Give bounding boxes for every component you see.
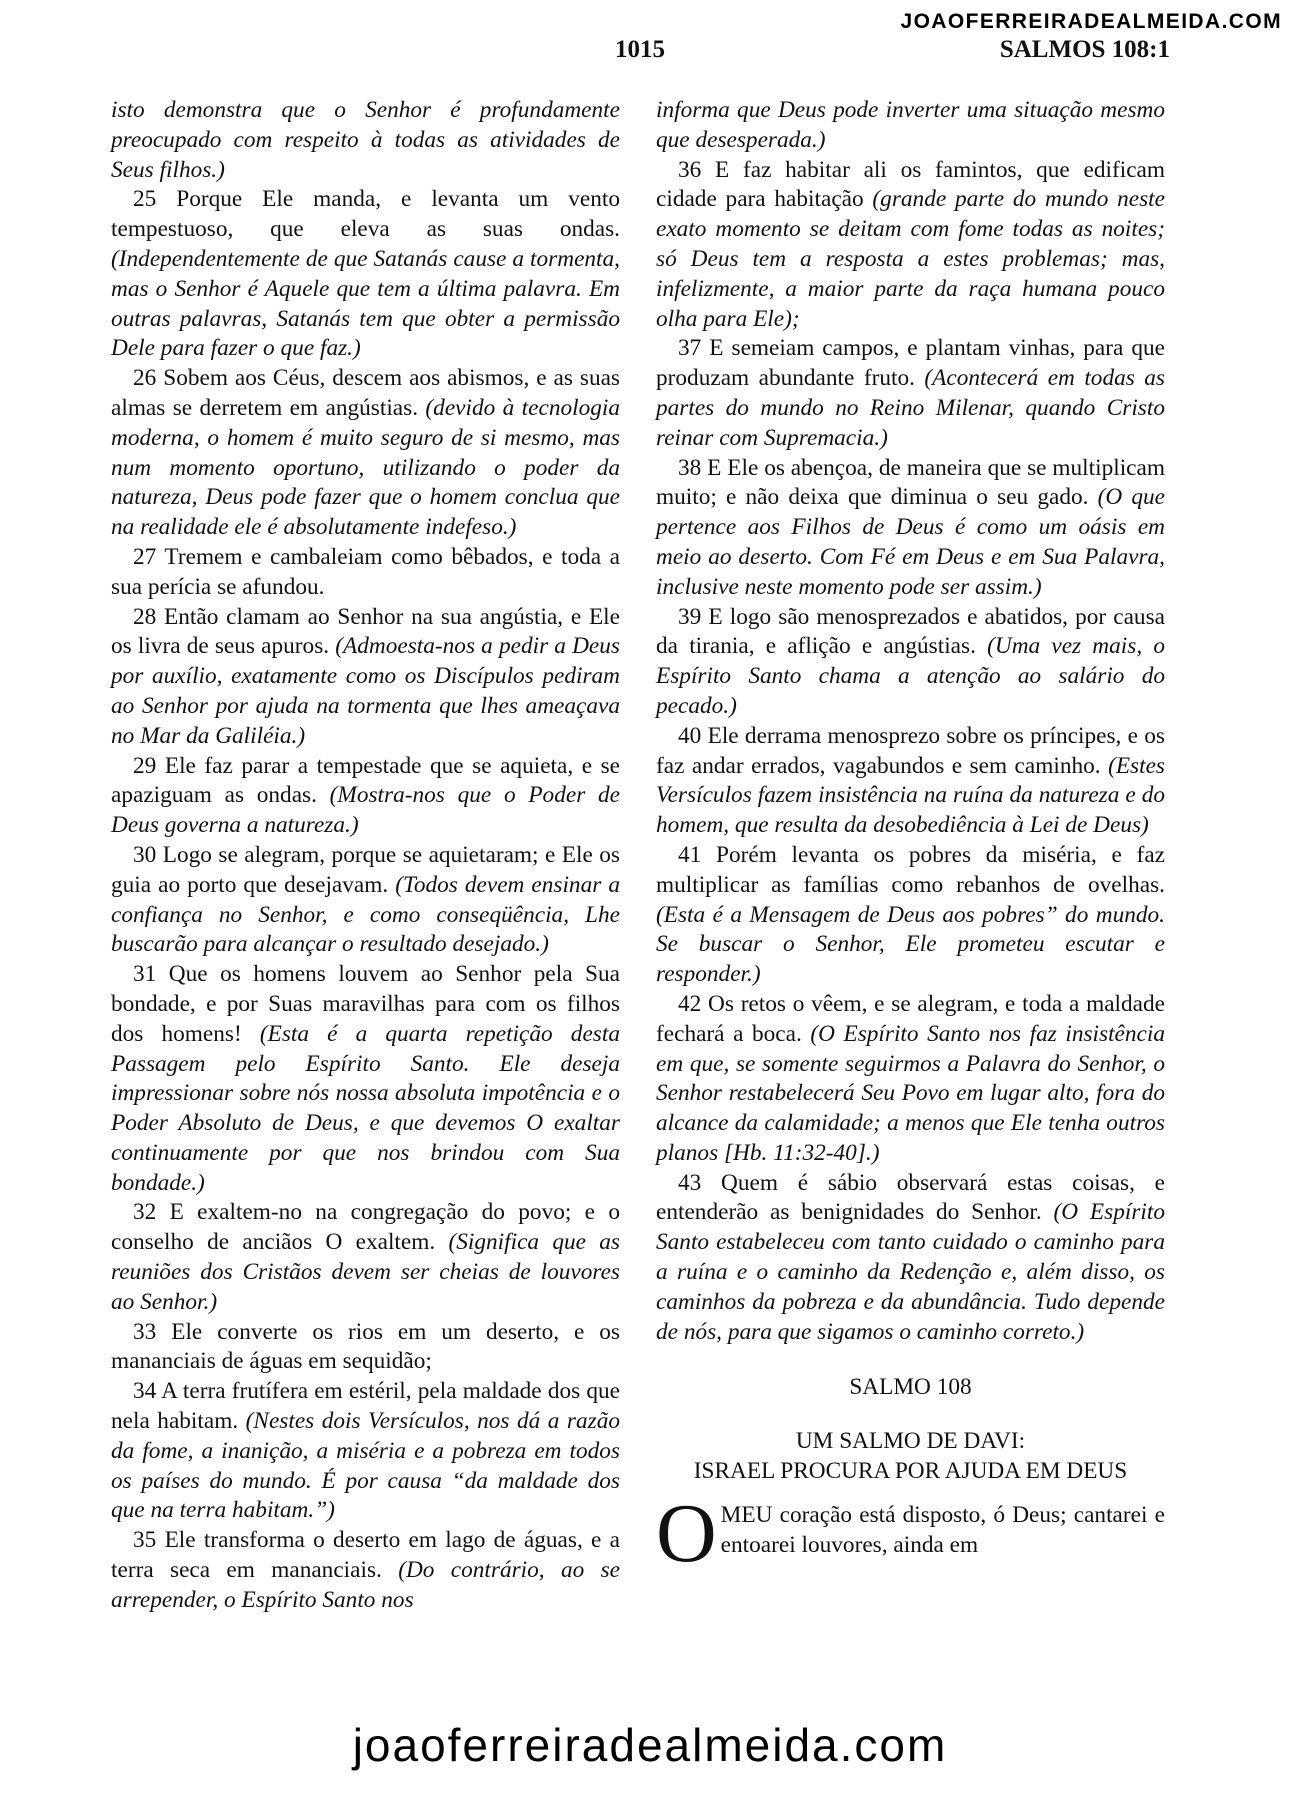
verse-commentary: (grande parte do mundo neste exato momento se deitam com fome todas as noites; só Deus tem a resposta a estes problemas; mas, infelizmente, a maior parte da raça humana pouco olha para Ele); [656, 186, 1165, 332]
verse-number: 27 [133, 543, 157, 570]
verse-number: 42 [678, 990, 702, 1017]
verse [111, 1526, 620, 1615]
verse-number: 30 [133, 841, 157, 868]
verse [656, 990, 1165, 1169]
verse-commentary: (Todos devem ensinar a confiança no Senhor, e como conseqüência, Lhe buscarão para alcançar o resultado desejado.) [111, 871, 620, 958]
verse-commentary: (Nestes dois Versículos, nos dá a razão da fome, a inanição, a miséria e a pobreza em todos os países do mundo. É por causa “da maldade dos que na terra habitam.”) [111, 1408, 620, 1524]
verse-list [111, 185, 620, 1615]
verse-number: 26 [133, 365, 157, 392]
verse-text: E Ele os abençoa, de maneira que se multiplicam muito; e não deixa que diminua o seu gado. [656, 454, 1165, 511]
verse-text: Tremem e cambaleiam como bêbados, e toda a sua perícia se afundou. [111, 543, 620, 600]
psalm-opening-verse [656, 1486, 1165, 1580]
verse-number: 33 [133, 1318, 157, 1345]
verse-text: E semeiam campos, e plantam vinhas, para que produzam abundante fruto. [656, 335, 1165, 392]
verse-commentary: (Esta é a quarta repetição desta Passagem pelo Espírito Santo. Ele deseja impressionar sobre nós nossa absoluta impotência e o Poder Absoluto de Deus, e que devemos O exaltar continuamente por que nos brindou com Sua bondade.) [111, 1020, 620, 1196]
verse-text: Que os homens louvem ao Senhor pela Sua bondade, e por Suas maravilhas para com os filhos dos homens! [111, 961, 620, 1047]
verse-number: 37 [678, 335, 702, 362]
verse-commentary: (Do contrário, ao se arrepender, o Espírito Santo nos [111, 1557, 620, 1613]
verse-commentary: (Mostra-nos que o Poder de Deus governa a natureza.) [111, 782, 620, 839]
left-column [111, 96, 620, 1616]
verse-text: Ele faz parar a tempestade que se aquieta, e se apaziguam as ondas. [111, 752, 620, 809]
running-head: SALMOS 108:1 [999, 36, 1170, 63]
verse [111, 960, 620, 1198]
psalm-subtitle [656, 1427, 1165, 1487]
verse [656, 334, 1165, 453]
verse-text: Sobem aos Céus, descem aos abismos, e as suas almas se derretem em angústias. [111, 365, 620, 421]
verse-commentary: (O Espírito Santo estabeleceu com tanto cuidado o caminho para a ruína e o caminho da Redenção e, além disso, os caminhos da pobreza e da abundância. Tudo depende de nós, para que sigamos o caminho correto.) [656, 1199, 1165, 1345]
verse-text: Ele transforma o deserto em lago de águas, e a terra seca em mananciais. [111, 1527, 620, 1584]
verse-commentary: (O Espírito Santo nos faz insistência em que, se somente seguirmos a Palavra do Senhor, o Senhor restabelecerá Seu Povo em lugar alto, fora do alcance da calamidade; a menos que Ele tenha outros planos [Hb. 11:32-40].) [656, 1020, 1166, 1166]
verse-commentary: (Uma vez mais, o Espírito Santo chama a atenção ao salário do pecado.) [656, 633, 1165, 719]
verse-number: 25 [133, 186, 157, 213]
verse-number: 43 [678, 1169, 702, 1196]
verse [111, 543, 620, 603]
verse [111, 364, 620, 543]
verse-text: Porém levanta os pobres da miséria, e faz multiplicar as famílias como rebanhos de ovelhas. [656, 841, 1165, 898]
verse [656, 841, 1165, 990]
verse-text: E exaltem-no na congregação do povo; e o conselho de anciãos O exaltem. [111, 1199, 620, 1256]
verse-commentary: (Estes Versículos fazem insistência na ruína da natureza e do homem, que resulta da desobediência à Lei de Deus) [656, 752, 1165, 839]
continuation-text: isto demonstra que o Senhor é profundamente preocupado com respeito à todas as atividades de Seus filhos.) [111, 97, 620, 183]
verse-commentary: (devido à tecnologia moderna, o homem é muito seguro de si mesmo, mas num momento oportuno, utilizando o poder da natureza, Deus pode fazer que o homem conclua que na realidade ele é absolutamente indefeso.) [111, 394, 621, 541]
verse-number: 32 [133, 1199, 157, 1226]
verse-commentary: (Admoesta-nos a pedir a Deus por auxílio, exatamente como os Discípulos pediram ao Senhor por ajuda na tormenta que lhes ameaçava no Mar da Galiléia.) [111, 633, 620, 749]
verse-text: E logo são menosprezados e abatidos, por causa da tirania, e aflição e angústias. [656, 603, 1165, 660]
verse [111, 1377, 620, 1526]
verse-text: Logo se alegram, porque se aquietaram; e Ele os guia ao porto que desejavam. [111, 841, 620, 898]
verse-commentary: (Esta é a Mensagem de Deus aos pobres” do mundo. Se buscar o Senhor, Ele prometeu escutar e responder.) [656, 901, 1165, 988]
verse-list [656, 156, 1165, 1348]
site-watermark-bottom: joaoferreiradealmeida.com [352, 1719, 948, 1771]
psalm-title: SALMO 108 [849, 1374, 972, 1401]
verse-commentary: (Independentemente de que Satanás cause a tormenta, mas o Senhor é Aquele que tem a última palavra. Em outras palavras, Satanás tem que obter a permissão Dele para fazer o que faz.) [111, 245, 620, 362]
verse [656, 1169, 1165, 1348]
verse [111, 1318, 620, 1378]
verse-number: 35 [133, 1527, 157, 1554]
verse-commentary: (O que pertence aos Filhos de Deus é como um oásis em meio ao deserto. Com Fé em Deus e em Sua Palavra, inclusive neste momento pode ser assim.) [656, 484, 1166, 600]
verse-number: 39 [678, 603, 702, 630]
psalm-subtitle-line: ISRAEL PROCURA POR AJUDA EM DEUS [693, 1458, 1128, 1485]
verse-text: Porque Ele manda, e levanta um vento tempestuoso, que eleva as suas ondas. [111, 186, 620, 243]
site-watermark-top: JOAOFERREIRADEALMEIDA.COM [900, 10, 1282, 33]
verse [656, 603, 1165, 722]
right-column [656, 96, 1166, 1580]
continuation-text: informa que Deus pode inverter uma situação mesmo que desesperada.) [656, 97, 1165, 153]
verse [656, 156, 1165, 335]
psalm-subtitle-line: UM SALMO DE DAVI: [795, 1428, 1026, 1455]
page-number: 1015 [615, 36, 665, 63]
verse-text: Ele derrama menosprezo sobre os príncipes, e os faz andar errados, vagabundos e sem caminho. [656, 722, 1165, 779]
verse-text: Os retos o vêem, e se alegram, e toda a maldade fechará a boca. [656, 990, 1165, 1047]
opening-text: MEU coração está disposto, ó Deus; cantarei e entoarei louvores, ainda em [720, 1501, 1165, 1558]
verse-number: 38 [678, 454, 702, 481]
verse [111, 841, 620, 960]
verse [111, 185, 620, 364]
verse-text: E faz habitar ali os famintos, que edificam cidade para habitação [656, 156, 1165, 213]
verse-commentary: (Acontecerá em todas as partes do mundo no Reino Milenar, quando Cristo reinar com Supremacia.) [656, 365, 1165, 451]
verse-number: 29 [133, 752, 157, 779]
verse-commentary: (Significa que as reuniões dos Cristãos devem ser cheias de louvores ao Senhor.) [111, 1229, 620, 1315]
verse-number: 41 [678, 841, 702, 868]
verse-text: Então clamam ao Senhor na sua angústia, e Ele os livra de seus apuros. [111, 603, 620, 660]
verse [656, 454, 1165, 603]
verse-number: 34 [133, 1378, 157, 1405]
verse [111, 752, 620, 841]
verse-number: 36 [678, 156, 702, 183]
verse [111, 1198, 620, 1317]
verse-number: 31 [133, 961, 157, 988]
verse [656, 722, 1165, 841]
verse-number: 28 [133, 603, 157, 630]
drop-cap: O [656, 1486, 717, 1580]
verse-number: 40 [678, 722, 702, 749]
verse-text: Ele converte os rios em um deserto, e os mananciais de águas em sequidão; [111, 1318, 620, 1375]
verse-text: Quem é sábio observará estas coisas, e entenderão as benignidades do Senhor. [656, 1169, 1165, 1226]
verse [111, 603, 620, 752]
verse-text: A terra frutífera em estéril, pela maldade dos que nela habitam. [111, 1378, 620, 1435]
